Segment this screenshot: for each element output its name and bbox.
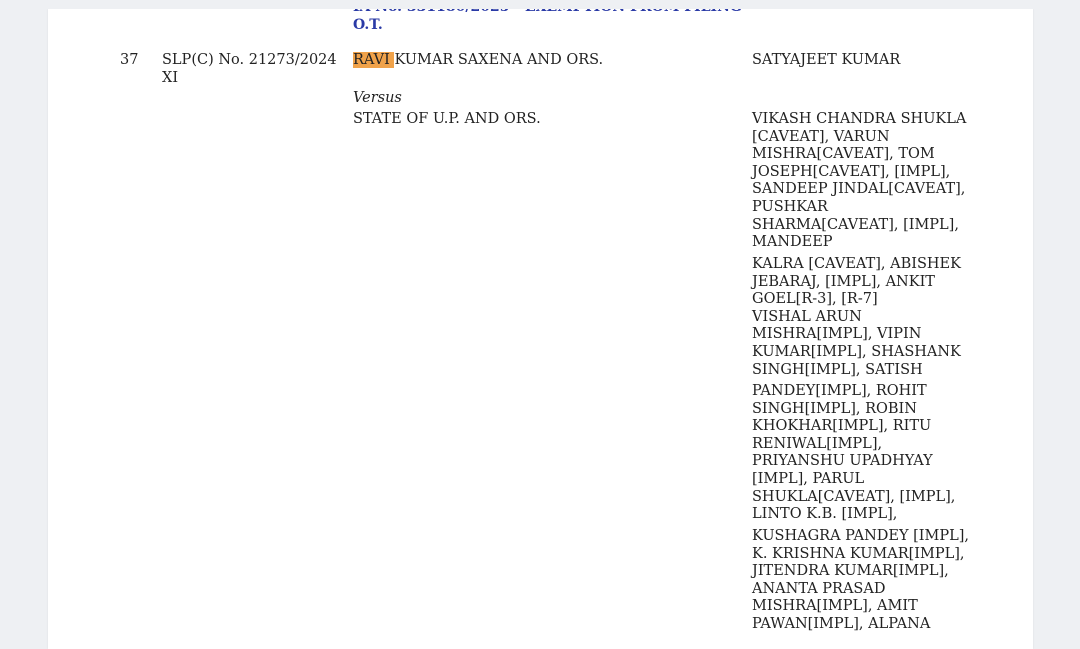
advocate-line: GOEL[R-3], [R-7]: [752, 291, 878, 308]
cause-list-page: [48, 9, 1033, 649]
advocate-line: VISHAL ARUN: [752, 308, 862, 325]
advocate-line: JITENDRA KUMAR[IMPL],: [752, 563, 949, 580]
petitioner-advocate: SATYAJEET KUMAR: [752, 52, 901, 68]
case-suffix: XI: [162, 70, 179, 86]
advocate-line: KUMAR[IMPL], SHASHANK: [752, 343, 961, 360]
advocate-line: RENIWAL[IMPL],: [752, 435, 883, 452]
advocate-line: PAWAN[IMPL], ALPANA: [752, 615, 931, 632]
advocate-line: PUSHKAR: [752, 198, 828, 215]
ot-line: O.T.: [353, 17, 383, 33]
respondent-advocates-group: [752, 111, 966, 252]
respondent-advocates-group: [752, 528, 969, 634]
search-highlight: RAVI: [353, 52, 395, 68]
advocate-line: MISHRA[IMPL], VIPIN: [752, 326, 922, 343]
top-background-strip: [0, 0, 1080, 9]
advocate-line: KALRA [CAVEAT], ABISHEK: [752, 256, 961, 272]
advocate-line: MISHRA[IMPL], AMIT: [752, 598, 918, 615]
advocate-line: K. KRISHNA KUMAR[IMPL],: [752, 545, 965, 562]
advocate-line: PRIYANSHU UPADHYAY: [752, 453, 933, 470]
respondent-advocates-group: [752, 256, 961, 379]
advocate-line: KHOKHAR[IMPL], RITU: [752, 418, 932, 435]
case-number: SLP(C) No. 21273/2024: [162, 52, 337, 68]
advocate-line: MISHRA[CAVEAT], TOM: [752, 146, 935, 163]
respondent-advocates-group: [752, 383, 955, 524]
advocate-line: JOSEPH[CAVEAT], [IMPL],: [752, 163, 951, 180]
advocate-line: SHUKLA[CAVEAT], [IMPL],: [752, 488, 956, 505]
advocate-line: VIKASH CHANDRA SHUKLA: [752, 111, 967, 127]
advocate-line: ANANTA PRASAD: [752, 580, 886, 597]
item-serial-number: 37: [120, 52, 139, 68]
petitioner-name: [353, 52, 603, 70]
advocate-line: KUSHAGRA PANDEY [IMPL],: [752, 528, 970, 544]
respondent-name: STATE OF U.P. AND ORS.: [353, 111, 541, 127]
advocate-line: SINGH[IMPL], ROBIN: [752, 400, 917, 417]
advocate-line: JEBARAJ, [IMPL], ANKIT: [752, 273, 935, 290]
advocate-line: SINGH[IMPL], SATISH: [752, 361, 923, 378]
versus-label: Versus: [353, 90, 402, 106]
advocate-line: SHARMA[CAVEAT], [IMPL],: [752, 216, 959, 233]
advocate-line: LINTO K.B. [IMPL],: [752, 506, 898, 523]
advocate-line: SANDEEP JINDAL[CAVEAT],: [752, 181, 966, 198]
petitioner-name-rest: KUMAR SAXENA AND ORS.: [394, 52, 604, 68]
advocate-line: MANDEEP: [752, 234, 833, 251]
advocate-line: [IMPL], PARUL: [752, 470, 865, 487]
advocate-line: PANDEY[IMPL], ROHIT: [752, 383, 927, 399]
advocate-line: [CAVEAT], VARUN: [752, 128, 890, 145]
